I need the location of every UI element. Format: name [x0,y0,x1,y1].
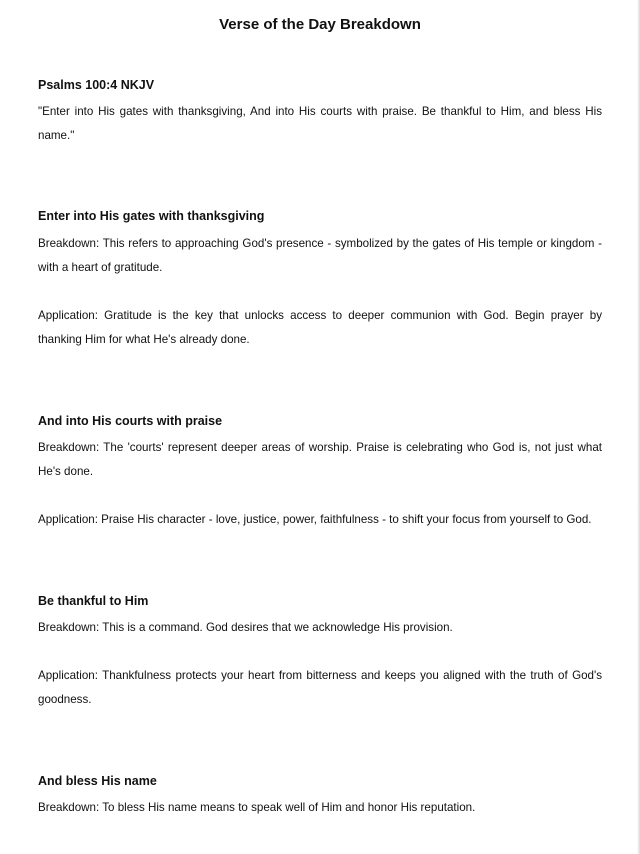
verse-reference: Psalms 100:4 NKJV [38,78,155,92]
section-application-gates: Application: Gratitude is the key that unlocks access to deeper communion with God. Begin prayer by thanking Him for what He's already done. [38,309,602,346]
section-breakdown-gates: Breakdown: This refers to approaching God's presence - symbolized by the gates of His temple or kingdom - with a heart of gratitude. [38,237,602,274]
section-heading-bless: And bless His name [38,774,157,788]
section-breakdown-bless: Breakdown: To bless His name means to speak well of Him and honor His reputation. [38,801,476,814]
section-breakdown-courts: Breakdown: The 'courts' represent deeper areas of worship. Praise is celebrating who God is, not just what He's done. [38,441,602,478]
section-breakdown-thankful: Breakdown: This is a command. God desires that we acknowledge His provision. [38,621,453,634]
section-application-thankful: Application: Thankfulness protects your heart from bitterness and keeps you aligned with the truth of God's goodness. [38,669,602,706]
section-heading-gates: Enter into His gates with thanksgiving [38,209,265,223]
verse-text: "Enter into His gates with thanksgiving, And into His courts with praise. Be thankful to Him, and bless His name." [38,105,602,142]
page-title: Verse of the Day Breakdown [219,16,421,33]
section-application-courts: Application: Praise His character - love, justice, power, faithfulness - to shift your focus from yourself to God. [38,513,592,526]
section-heading-courts: And into His courts with praise [38,414,223,428]
section-heading-thankful: Be thankful to Him [38,594,149,608]
